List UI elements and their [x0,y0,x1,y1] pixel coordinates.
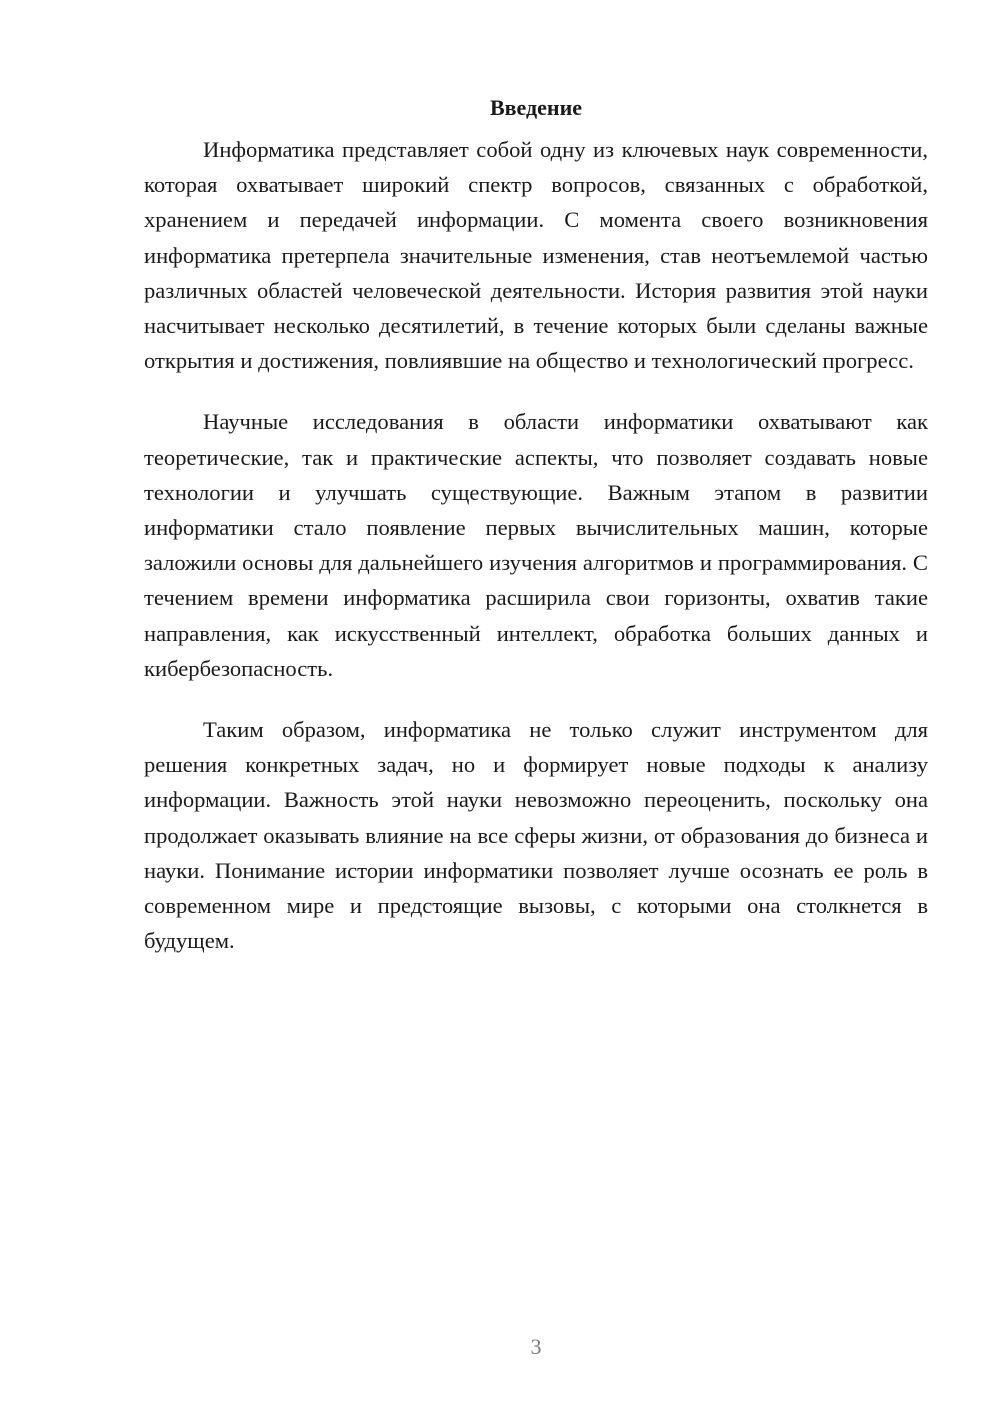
section-heading: Введение [489,95,583,120]
paragraph-2: Научные исследования в области информатики охватывают как теоретические, так и практические аспекты, что позволяет создавать новые технологии и улучшать существующие. Важным этапом в развитии информатики стало появление первых вычислительных машин, которые заложили основы для дальнейшего изучения алгоритмов и программирования. С течением времени информатика расширила свои горизонты, охватив такие направления, как искусственный интеллект, обработка больших данных и кибербезопасность. [144,409,928,681]
paragraph-1: Информатика представляет собой одну из ключевых наук современности, которая охватывает широкий спектр вопросов, связанных с обработкой, хранением и передачей информации. С момента своего возникновения информатика претерпела значительные изменения, став неотъемлемой частью различных областей человеческой деятельности. История развития этой науки насчитывает несколько десятилетий, в течение которых были сделаны важные открытия и достижения, повлиявшие на общество и технологический прогресс. [144,137,928,374]
paragraph-3: Таким образом, информатика не только служит инструментом для решения конкретных задач, но и формирует новые подходы к анализу информации. Важность этой науки невозможно переоценить, поскольку она продолжает оказывать влияние на все сферы жизни, от образования до бизнеса и науки. Понимание истории информатики позволяет лучше осознать ее роль в современном мире и предстоящие вызовы, с которыми она столкнется в будущем. [144,717,928,954]
page-number: 3 [530,1334,542,1359]
page-content [144,92,928,958]
